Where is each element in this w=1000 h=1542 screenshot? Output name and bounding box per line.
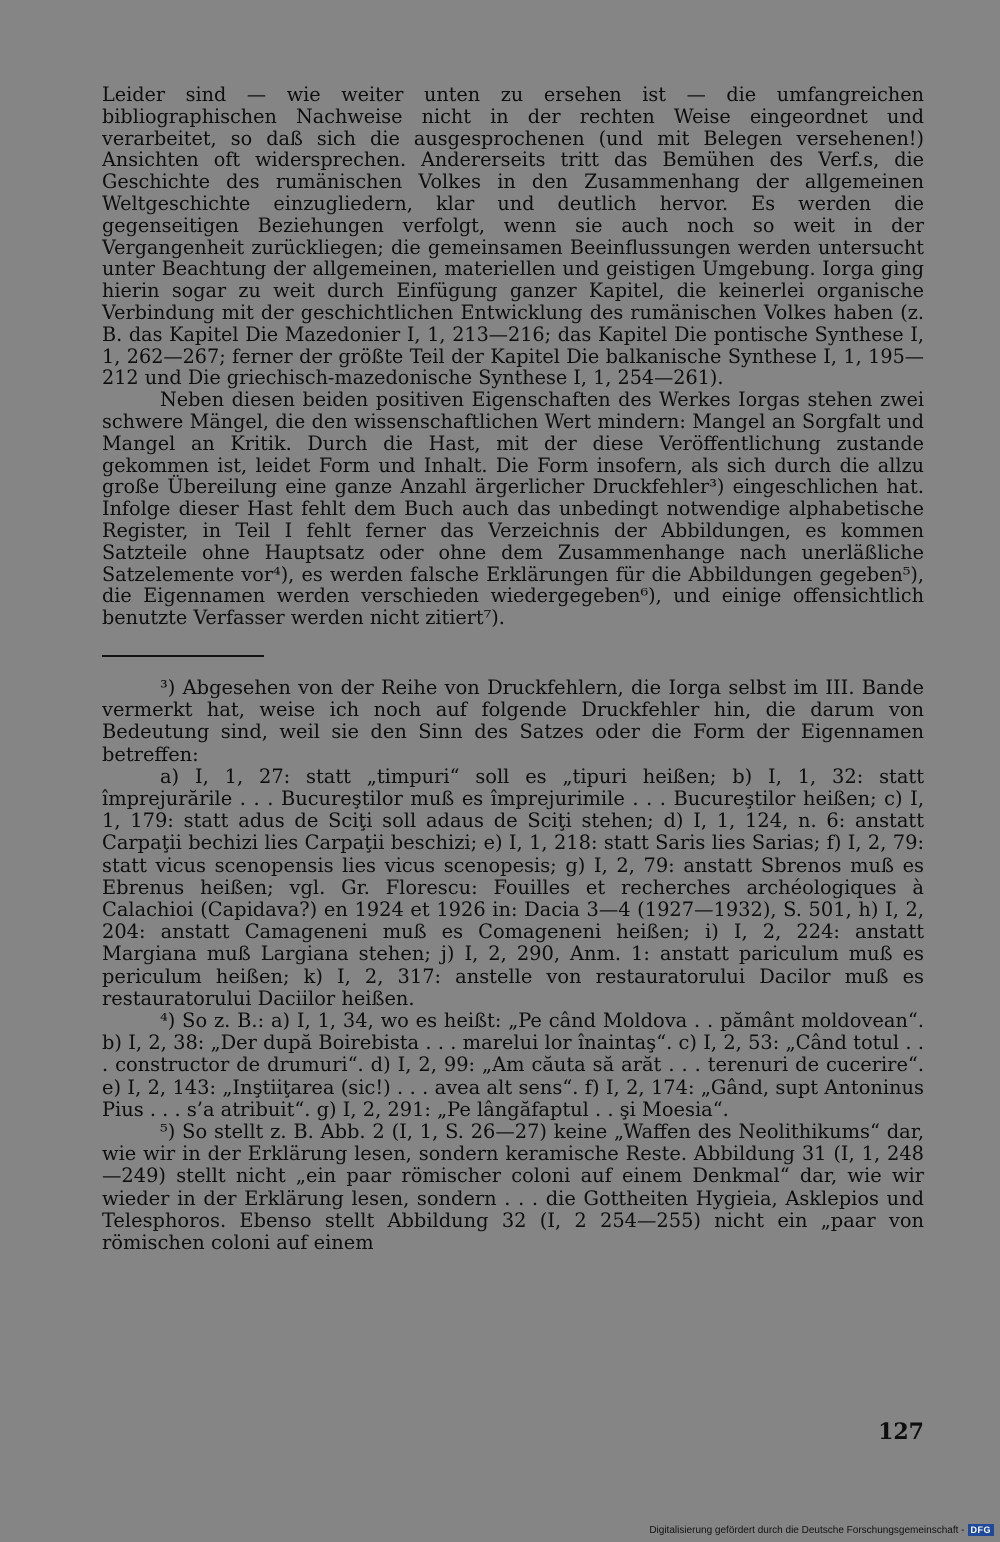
credit-text: Digitalisierung gefördert durch die Deutsche Forschungsgemeinschaft - <box>649 1524 965 1536</box>
body-paragraph-1: Leider sind — wie weiter unten zu ersehen ist — die umfangreichen bibliographischen Nachweise nicht in der rechten Weise eingeordnet und verarbeitet, so daß sich die ausgesprochenen (und mit Belegen versehenen!) Ansichten oft widersprechen. Andererseits tritt das Bemühen des Verf.s, die Geschichte des rumänischen Volkes in den Zusammenhang der allgemeinen Weltgeschichte einzugliedern, klar und deutlich hervor. Es werden die gegenseitigen Beziehungen verfolgt, wenn sie auch noch so weit in der Vergangenheit zurückliegen; die gemeinsamen Beeinflussungen werden untersucht unter Beachtung der allgemeinen, materiellen und geistigen Umgebung. Iorga ging hierin sogar zu weit durch Einfügung ganzer Kapitel, die keinerlei organische Verbindung mit der geschichtlichen Entwicklung des rumänischen Volkes haben (z. B. das Kapitel Die Mazedonier I, 1, 213—216; das Kapitel Die pontische Synthese I, 1, 262—267; ferner der größte Teil der Kapitel Die balkanische Synthese I, 1, 195—212 und Die griechisch-mazedonische Synthese I, 1, 254—261). <box>102 83 924 390</box>
footnote-3: ³) Abgesehen von der Reihe von Druckfehlern, die Iorga selbst im III. Bande vermerkt hat, weise ich noch auf folgende Druckfehler hin, die darum von Bedeutung sind, weil sie den Sinn des Satzes oder die Form der Eigennamen betreffen: <box>102 675 924 766</box>
page-number: 127 <box>878 1419 924 1445</box>
main-text <box>102 84 924 629</box>
footnote-4: ⁴) So z. B.: a) I, 1, 34, wo es heißt: „Pe când Moldova . . pământ moldovean“. b) I, 2, 38: „Der după Boirebista . . . marelui lor înaintaş“. c) I, 2, 53: „Când totul . . . constructor de drumuri“. d) I, 2, 99: „Am căuta să arăt . . . terenuri de cucerire“. e) I, 2, 143: „Inştiiţarea (sic!) . . . avea alt sens“. f) I, 2, 174: „Gând, supt Antoninus Pius . . . s’a atribuit“. g) I, 2, 291: „Pe lângăfaptul . . şi Moesia“. <box>102 1008 924 1121</box>
footnote-5: ⁵) So stellt z. B. Abb. 2 (I, 1, S. 26—27) keine „Waffen des Neolithikums“ dar, wie wir in der Erklärung lesen, sondern keramische Reste. Abbildung 31 (I, 1, 248—249) stellt nicht „ein paar römischer coloni auf einem Denkmal“ dar, wie wir wieder in der Erklärung lesen, sondern . . . die Gottheiten Hygieia, Asklepios und Telesphoros. Ebenso stellt Abbildung 32 (I, 2 254—255) nicht ein „paar von römischen coloni auf einem <box>102 1119 924 1254</box>
page-body <box>102 84 924 1254</box>
footnotes <box>102 677 924 1254</box>
digitization-credit <box>649 1524 994 1536</box>
body-paragraph-2: Neben diesen beiden positiven Eigenschaften des Werkes Iorgas stehen zwei schwere Mängel, die den wissenschaftlichen Wert mindern: Mangel an Sorgfalt und Mangel an Kritik. Durch die Hast, mit der diese Veröffentlichung zustande gekommen ist, leidet Form und Inhalt. Die Form insofern, als sich durch die allzu große Übereilung eine ganze Anzahl ärgerlicher Druckfehler³) eingeschlichen hat. Infolge dieser Hast fehlt dem Buch auch das unbedingt notwendige alphabetische Register, in Teil I fehlt ferner das Verzeichnis der Abbildungen, es kommen Satzteile ohne Hauptsatz oder ohne dem Zusammenhange nach unerläßliche Satzelemente vor⁴), es werden falsche Erklärungen für die Abbildungen gegeben⁵), die Eigennamen werden verschieden wiedergegeben⁶), und einige offensichtlich benutzte Verfasser werden nicht zitiert⁷). <box>102 388 924 630</box>
footnote-separator <box>102 655 264 657</box>
dfg-logo: DFG <box>968 1524 995 1536</box>
footnote-3-list: a) I, 1, 27: statt „timpuri“ soll es „tipuri heißen; b) I, 1, 32: statt împrejurările . . . Bucureştilor muß es împrejurimile . . . Bucureştilor heißen; c) I, 1, 179: statt adus de Sciţi soll adaus de Sciţi stehen; d) I, 1, 124, n. 6: anstatt Carpaţii bechizi lies Carpaţii beschizi; e) I, 1, 218: statt Saris lies Sarias; f) I, 2, 79: statt vicus scenopensis lies vicus scenopesis; g) I, 2, 79: anstatt Sbrenos muß es Ebrenus heißen; vgl. Gr. Florescu: Fouilles et recherches archéologiques à Calachioi (Capidava?) en 1924 et 1926 in: Dacia 3—4 (1927—1932), S. 501, h) I, 2, 204: anstatt Camageneni muß es Comageneni heißen; i) I, 2, 224: anstatt Margiana muß Largiana stehen; j) I, 2, 290, Anm. 1: anstatt pariculum muß es periculum heißen; k) I, 2, 317: anstelle von restauratorului Dacilor muß es restauratorului Daciilor heißen. <box>102 764 924 1010</box>
